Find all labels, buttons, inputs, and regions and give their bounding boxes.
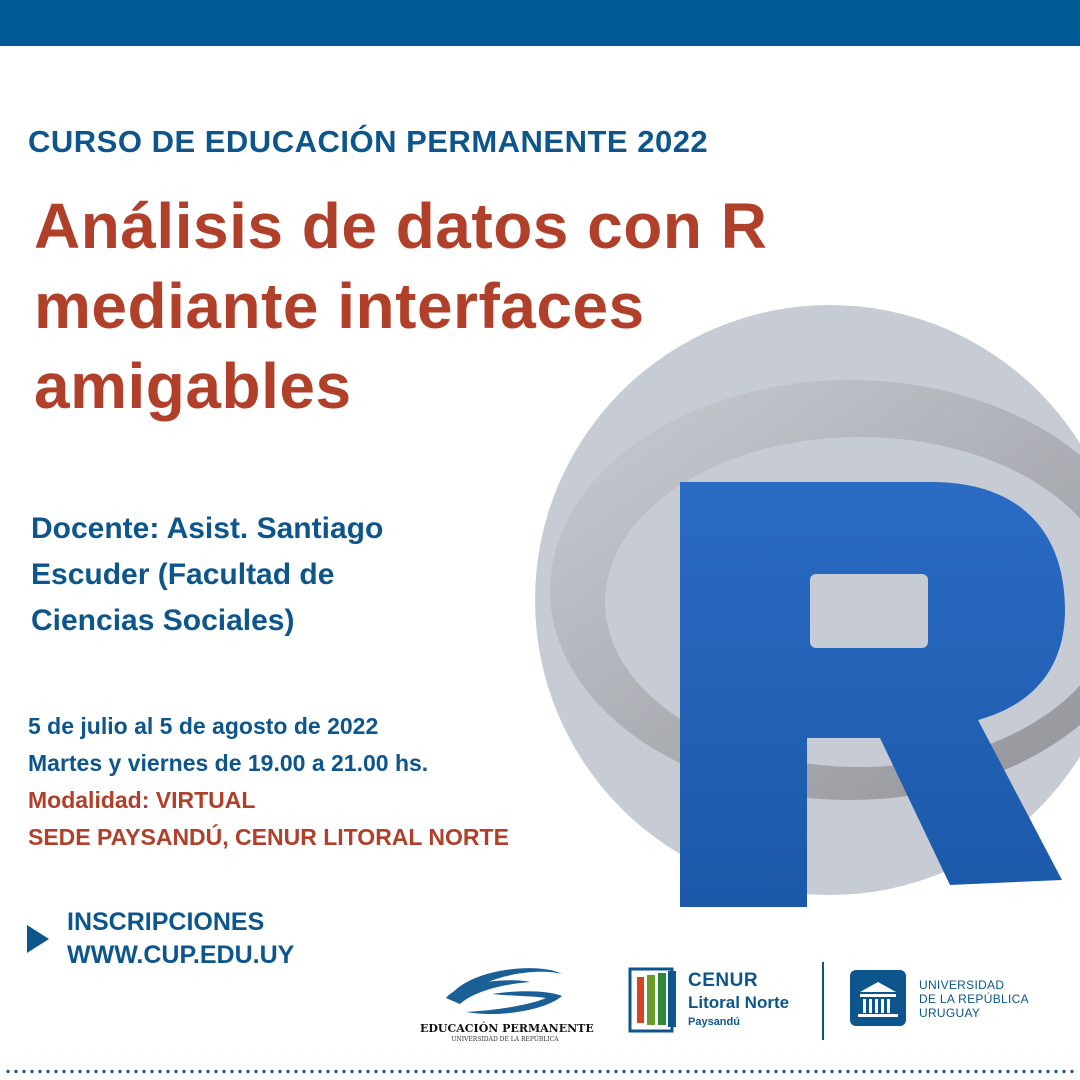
course-schedule: Martes y viernes de 19.00 a 21.00 hs. — [28, 750, 429, 776]
teacher-line: Ciencias Sociales) — [31, 604, 295, 637]
course-venue: SEDE PAYSANDÚ, CENUR LITORAL NORTE — [28, 824, 509, 850]
teacher-line: Escuder (Facultad de — [31, 558, 335, 591]
cenur-line-2: Litoral Norte — [688, 993, 790, 1012]
udelar-logo — [850, 970, 1060, 1030]
course-dates: 5 de julio al 5 de agosto de 2022 — [28, 713, 379, 739]
swoosh-logo-icon — [420, 958, 590, 1020]
teacher-line: Docente: Asist. Santiago — [31, 512, 384, 545]
course-title-line: Análisis de datos con R — [34, 190, 768, 262]
logo-divider — [822, 962, 824, 1040]
udelar-text — [919, 978, 1029, 1020]
cenur-text — [688, 970, 789, 1030]
cenur-logo — [628, 965, 818, 1037]
udelar-building-icon — [850, 970, 906, 1026]
cenur-line-3: Paysandú — [688, 1016, 740, 1028]
dotted-divider — [4, 1069, 1076, 1074]
udelar-line-1: UNIVERSIDAD — [919, 978, 1005, 992]
r-logo — [520, 300, 1080, 910]
course-title-line: mediante interfaces — [34, 270, 645, 342]
udelar-line-2: DE LA REPÚBLICA — [919, 992, 1029, 1006]
registration-label: INSCRIPCIONES — [67, 908, 265, 936]
course-kicker: CURSO DE EDUCACIÓN PERMANENTE 2022 — [28, 124, 709, 159]
educacion-permanente-logo — [420, 958, 594, 1048]
educacion-permanente-sub: UNIVERSIDAD DE LA REPÚBLICA — [451, 1036, 559, 1043]
educacion-permanente-name: EDUCACIÓN PERMANENTE — [420, 1022, 594, 1035]
top-bar — [0, 0, 1080, 46]
play-arrow-icon — [27, 925, 49, 953]
cenur-emblem-icon — [628, 965, 680, 1035]
registration-block — [67, 906, 294, 972]
course-details — [28, 708, 509, 856]
cenur-line-1: CENUR — [688, 970, 759, 991]
course-title-line: amigables — [34, 350, 352, 422]
udelar-line-3: URUGUAY — [919, 1006, 981, 1020]
course-modality: Modalidad: VIRTUAL — [28, 787, 256, 813]
registration-link[interactable]: WWW.CUP.EDU.UY — [67, 941, 295, 969]
teacher-info — [31, 506, 491, 644]
